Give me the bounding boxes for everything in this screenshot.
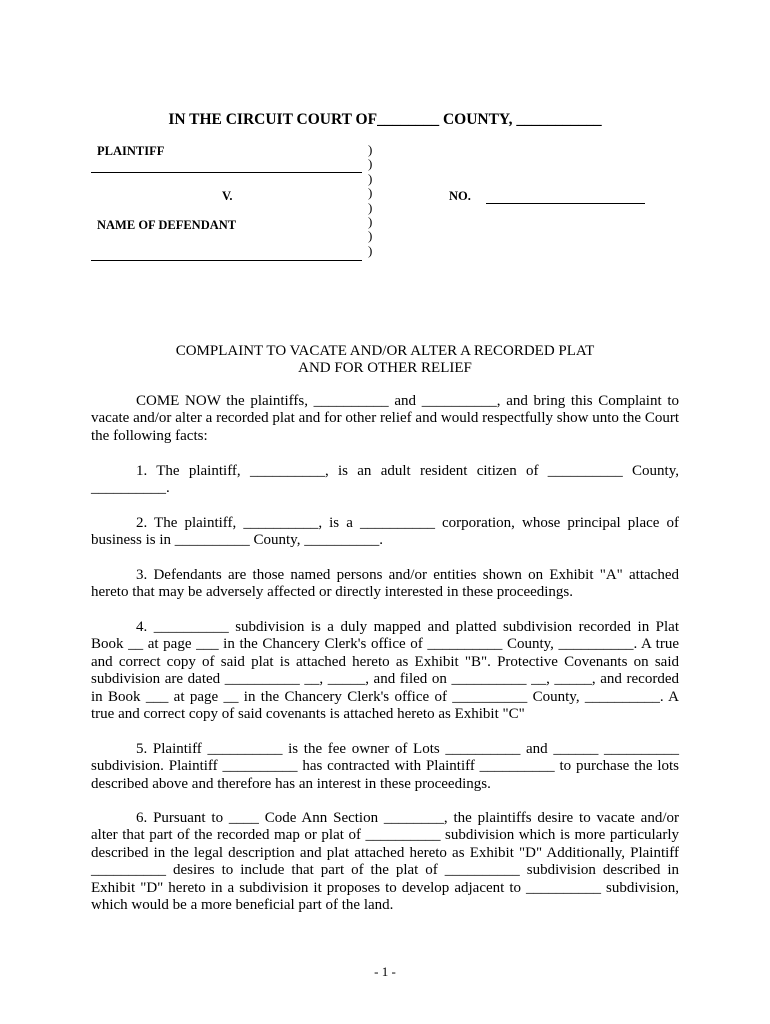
- defendant-label: NAME OF DEFENDANT: [97, 218, 237, 232]
- paragraph-6: 6. Pursuant to ____ Code Ann Section ________, the plaintiffs desire to vacate and/or alter that part of the recorded map or plat of __________ subdivision which is more particularly described in the legal description and plat attached hereto as Exhibit "D" Additionally, Plaintiff __________ desires to include that part of the plat of __________ subdivision described in Exhibit "D" hereto in a subdivision it proposes to develop adjacent to __________ subdivision, which would be a more beneficial part of the land.: [91, 810, 679, 914]
- versus-label: V.: [222, 189, 233, 203]
- defendant-name-line: [91, 260, 362, 261]
- plaintiff-name-line: [91, 172, 362, 173]
- paragraph-4: 4. __________ subdivision is a duly mapped and platted subdivision recorded in Plat Book __ at page ___ in the Chancery Clerk's office of __________ County, __________. A true and correct copy of said plat is attached hereto as Exhibit "B". Protective Covenants on said subdivision are dated __________ __, _____, and filed on __________ __, _____, and recorded in Book ___ at page __ in the Chancery Clerk's office of __________ County, __________. A true and correct copy of said covenants is attached hereto as Exhibit "C": [91, 619, 679, 723]
- court-title: IN THE CIRCUIT COURT OF________ COUNTY, ___________: [168, 111, 602, 128]
- page-number: - 1 -: [374, 964, 396, 979]
- case-number-label: NO.: [449, 189, 471, 203]
- paragraph-2: 2. The plaintiff, __________, is a __________ corporation, whose principal place of business is in __________ County, __________.: [91, 515, 679, 549]
- plaintiff-label: PLAINTIFF: [97, 144, 165, 158]
- document-heading-line2: AND FOR OTHER RELIEF: [298, 360, 472, 376]
- case-number-line: [486, 203, 645, 204]
- intro-paragraph: COME NOW the plaintiffs, __________ and __________, and bring this Complaint to vacate and/or alter a recorded plat and for other relief and would respectfully show unto the Court the following facts:: [91, 393, 679, 444]
- paragraph-1: 1. The plaintiff, __________, is an adult resident citizen of __________ County, __________.: [91, 463, 679, 497]
- caption-parentheses: ) ) ) ) ) ) ) ): [368, 142, 373, 258]
- document-heading-line1: COMPLAINT TO VACATE AND/OR ALTER A RECORDED PLAT: [175, 343, 595, 359]
- paragraph-3: 3. Defendants are those named persons and/or entities shown on Exhibit "A" attached hereto that may be adversely affected or directly interested in these proceedings.: [91, 567, 679, 601]
- paragraph-5: 5. Plaintiff __________ is the fee owner of Lots __________ and ______ __________ subdivision. Plaintiff __________ has contracted with Plaintiff __________ to purchase the lots described above and therefore has an interest in these proceedings.: [91, 741, 679, 792]
